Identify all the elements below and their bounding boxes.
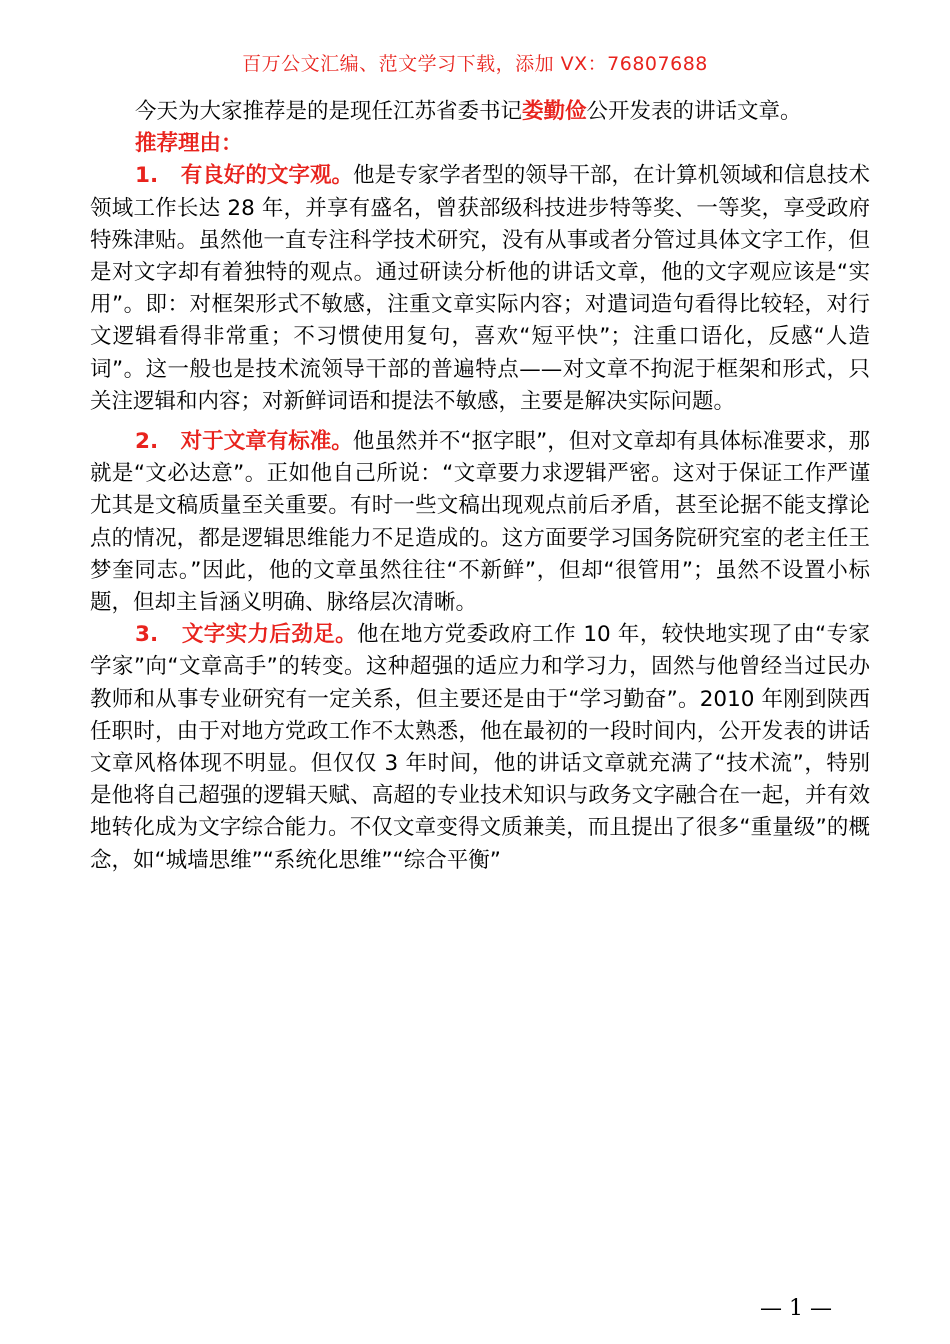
reasons-title: 推荐理由：	[135, 131, 243, 157]
page-number: — 1 —	[760, 1296, 832, 1321]
point-3-num: 3.	[135, 622, 159, 648]
point-2-num: 2.	[135, 429, 159, 455]
point-1-text: 他是专家学者型的领导干部，在计算机领域和信息技术领域工作长达 28 年，并享有盛名，曾获部级科技进步特等奖、一等奖，享受政府特殊津贴。虽然他一直专注科学技术研究，没有从事或者分管过具体文字工作，但是对文字却有着独特的观点。通过研读分析他的讲话文章，他的文字观应该是“实用”。即：对框架形式不敏感，注重文章实际内容；对遣词造句看得比较轻，对行文逻辑看得非常重；不习惯使用复句，喜欢“短平快”；注重口语化，反感“人造词”。这一般也是技术流领导干部的普遍特点——对文章不拘泥于框架和形式，只关注逻辑和内容；对新鲜词语和提法不敏感，主要是解决实际问题。	[90, 163, 870, 414]
intro-before: 今天为大家推荐是的是现任江苏省委书记	[135, 99, 523, 124]
point-1	[90, 160, 870, 418]
reasons-title-paragraph	[90, 128, 870, 160]
point-3-text: 他在地方党委政府工作 10 年，较快地实现了由“专家学家”向“文章高手”的转变。这种超强的适应力和学习力，固然与他曾经当过民办教师和从事专业研究有一定关系，但主要还是由于“学习勤奋”。2010 年刚到陕西任职时，由于对地方党政工作不太熟悉，他在最初的一段时间内，公开发表的讲话文章风格体现不明显。但仅仅 3 年时间，他的讲话文章就充满了“技术流”，特别是他将自己超强的逻辑天赋、高超的专业技术知识与政务文字融合在一起，并有效地转化成为文字综合能力。不仅文章变得文质兼美，而且提出了很多“重量级”的概念，如“城墙思维”“系统化思维”“综合平衡”	[90, 622, 870, 873]
point-2-title: 对于文章有标准。	[180, 429, 353, 455]
intro-name: 娄勤俭	[522, 99, 587, 124]
point-2	[90, 426, 870, 619]
point-3	[90, 619, 870, 877]
point-3-title: 文字实力后劲足。	[181, 622, 358, 648]
point-1-num: 1.	[135, 163, 159, 189]
intro-paragraph	[90, 96, 870, 128]
point-2-text: 他虽然并不“抠字眼”，但对文章却有具体标准要求，那就是“文必达意”。正如他自己所说：“文章要力求逻辑严密。这对于保证工作严谨尤其是文稿质量至关重要。有时一些文稿出现观点前后矛盾，甚至论据不能支撑论点的情况，都是逻辑思维能力不足造成的。这方面要学习国务院研究室的老主任王梦奎同志。”因此，他的文章虽然往往“不新鲜”，但却“很管用”；虽然不设置小标题，但却主旨涵义明确、脉络层次清晰。	[90, 429, 870, 616]
document-body	[90, 96, 870, 877]
header-banner: 百万公文汇编、范文学习下载，添加 VX：76807688	[242, 53, 708, 75]
intro-after: 公开发表的讲话文章。	[586, 99, 802, 124]
point-1-title: 有良好的文字观。	[180, 163, 354, 189]
